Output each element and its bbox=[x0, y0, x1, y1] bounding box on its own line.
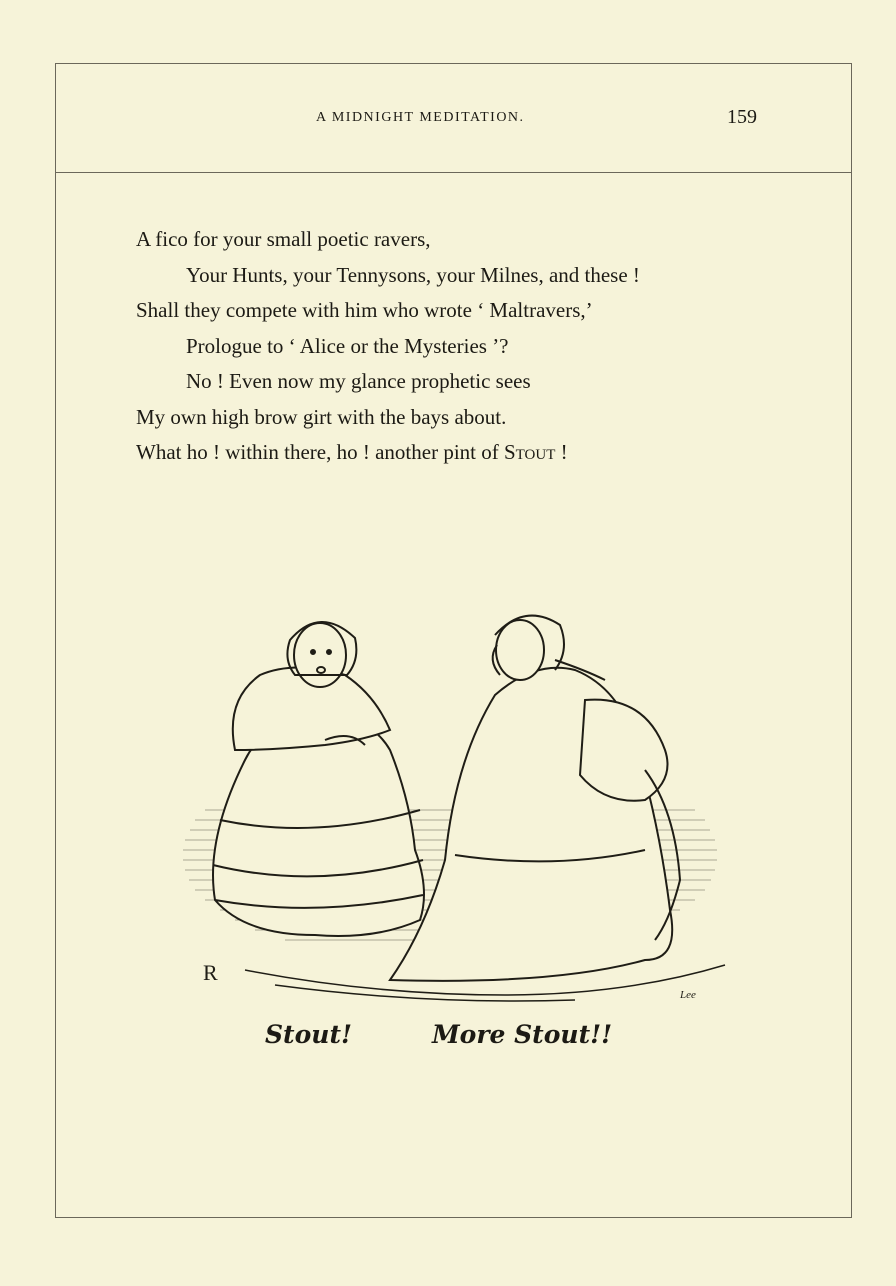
verse-small-caps-word: Stout bbox=[503, 440, 556, 464]
verse-line: Prologue to ‘ Alice or the Mysteries ’? bbox=[186, 333, 509, 358]
verse-line: A fico for your small poetic ravers, bbox=[136, 227, 431, 251]
verse-line: No ! Even now my glance prophetic sees bbox=[186, 369, 531, 393]
running-title: A MIDNIGHT MEDITATION. bbox=[316, 110, 525, 125]
caption-left: Stout! bbox=[265, 1020, 352, 1049]
verse-line-text: What ho ! within there, ho ! another pint of bbox=[136, 440, 504, 464]
figure-left-lady bbox=[213, 622, 424, 936]
engraver-signature: Lee bbox=[680, 989, 696, 1001]
verse-line: My own high brow girt with the bays about. bbox=[136, 404, 507, 429]
caption-right: More Stout!! bbox=[432, 1020, 613, 1049]
verse-line: Shall they compete with him who wrote ‘ Maltravers,’ bbox=[136, 298, 593, 322]
header-rule bbox=[55, 172, 852, 173]
engraving-illustration bbox=[175, 600, 735, 1020]
verse-stanza bbox=[136, 222, 640, 471]
verse-line-end: ! bbox=[555, 440, 568, 464]
figure-right-lady bbox=[390, 616, 680, 981]
verse-line-final bbox=[136, 435, 640, 471]
page-number: 159 bbox=[727, 106, 757, 128]
verse-line: Your Hunts, your Tennysons, your Milnes, and these ! bbox=[186, 262, 640, 287]
artist-monogram: R bbox=[203, 960, 218, 985]
